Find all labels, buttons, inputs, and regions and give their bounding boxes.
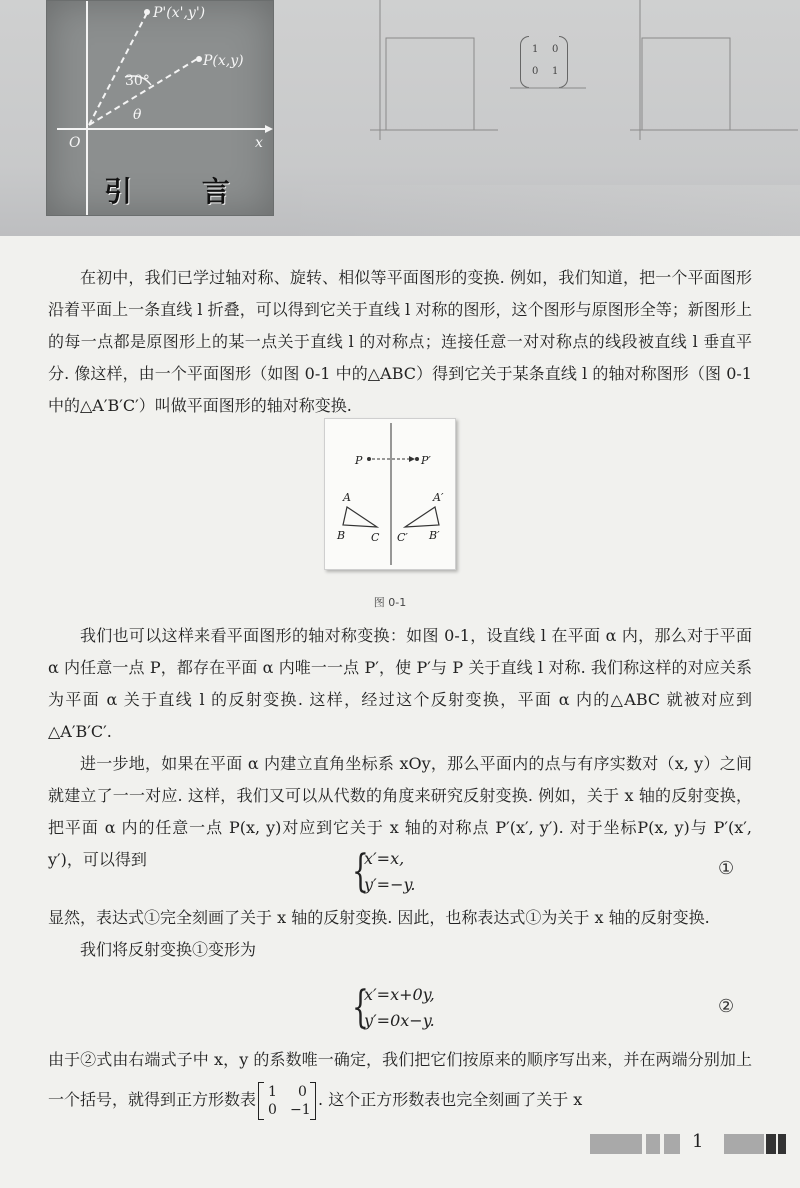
svg-text:B′: B′ xyxy=(429,529,440,542)
header-fade xyxy=(272,185,800,236)
label-p-prime: P'(x',y') xyxy=(153,5,206,21)
footer-bar-4 xyxy=(724,1134,764,1154)
reflection-diagram xyxy=(325,419,455,569)
footer-bar-2 xyxy=(646,1134,660,1154)
label-p: P(x,y) xyxy=(203,53,244,69)
footer-bar-3 xyxy=(664,1134,680,1154)
chapter-cover-illustration xyxy=(46,0,274,216)
point-p-prime xyxy=(144,9,150,15)
label-x-axis: x xyxy=(255,135,263,151)
svg-text:B: B xyxy=(337,529,346,542)
equation-2: { x′=x+0y, y′=0x−y. xyxy=(352,982,435,1033)
figure-0-1 xyxy=(324,418,456,570)
paragraph-6-text-b: . 这个正方形数表也完全刻画了关于 x xyxy=(318,1090,583,1109)
figure-caption: 图 0-1 xyxy=(373,596,407,609)
unit-square-figure-left xyxy=(370,0,500,150)
identity-matrix-faded: 1 0 0 1 xyxy=(516,30,572,92)
equation-1-number: ① xyxy=(718,858,735,879)
page-number: 1 xyxy=(692,1131,704,1152)
paragraph-1: 在初中，我们已学过轴对称、旋转、相似等平面图形的变换. 例如，我们知道，把一个平面图形沿着平面上一条直线 l 折叠，可以得到它关于直线 l 对称的图形，这个图形与原图形全等；新图形上的每一点都是原图形上的某一点关于直线 l 的对称点；连接任意一对对称点的线段被直线 l 垂直平分. 像这样，由一个平面图形（如图 0-1 中的△ABC）得到它关于某条直线 l 的轴对称图形（图 0-1 中的△A′B′C′）叫做平面图形的轴对称变换. xyxy=(48,268,752,415)
svg-text:P′: P′ xyxy=(421,454,431,467)
footer-bar-1 xyxy=(590,1134,642,1154)
svg-text:A: A xyxy=(343,491,351,504)
x-axis-arrow xyxy=(265,125,273,133)
paragraph-2: 我们也可以这样来看平面图形的轴对称变换：如图 0-1，设直线 l 在平面 α 内，那么对于平面 α 内任意一点 P，都存在平面 α 内唯一一点 P′，使 P′与 P 关于直线 l 对称. 我们称这样的对应关系为平面 α 关于直线 l 的反射变换. 这样，经过这个反射变换，平面 α 内的△ABC 就被对应到△A′B′C′. xyxy=(48,626,752,741)
label-theta: θ xyxy=(133,107,142,123)
op-segment xyxy=(89,59,197,125)
footer-bar-6 xyxy=(778,1134,786,1154)
paragraph-6 xyxy=(48,1040,752,1120)
equation-1: { x′=x, y′=−y. xyxy=(352,846,416,897)
paragraph-3: 进一步地，如果在平面 α 内建立直角坐标系 xOy，那么平面内的点与有序实数对（x, y）之间就建立了一一对应. 这样，我们又可以从代数的角度来研究反射变换. 例如，关于 x 轴的反射变换，把平面 α 内的任意一点 P(x, y)对应到它关于 x 轴的对称点 P′(x′, y′). 对于坐标P(x, y)与 P′(x′, y′)，可以得到 xyxy=(48,754,752,869)
reflection-matrix: 1 0 0 −1 xyxy=(258,1082,316,1120)
svg-text:P: P xyxy=(355,454,363,467)
body-section-2 xyxy=(48,620,752,876)
footer-bar-5 xyxy=(766,1134,776,1154)
equation-2-number: ② xyxy=(718,996,735,1017)
svg-text:A′: A′ xyxy=(433,491,444,504)
paragraph-5: 我们将反射变换①变形为 xyxy=(80,940,257,959)
body-section-4 xyxy=(48,1040,752,1120)
label-angle: 30° xyxy=(125,73,150,89)
label-origin: O xyxy=(69,135,81,151)
svg-text:C′: C′ xyxy=(397,531,408,544)
paragraph-4: 显然，表达式①完全刻画了关于 x 轴的反射变换. 因此，也称表达式①为关于 x 轴的反射变换. xyxy=(48,908,710,927)
transform-arrow xyxy=(500,0,590,100)
svg-text:C: C xyxy=(371,531,380,544)
chapter-title: 引 言 xyxy=(104,175,260,208)
paragraph-6-text-a: 由于②式由右端式子中 x，y 的系数唯一确定，我们把它们按原来的顺序写出来，并在两端分别加上一个括号，就得到正方形数表 xyxy=(48,1050,752,1109)
body-section-1 xyxy=(48,262,752,422)
point-p xyxy=(196,56,202,62)
unit-square-figure-right xyxy=(630,0,800,150)
body-section-3 xyxy=(48,902,752,966)
